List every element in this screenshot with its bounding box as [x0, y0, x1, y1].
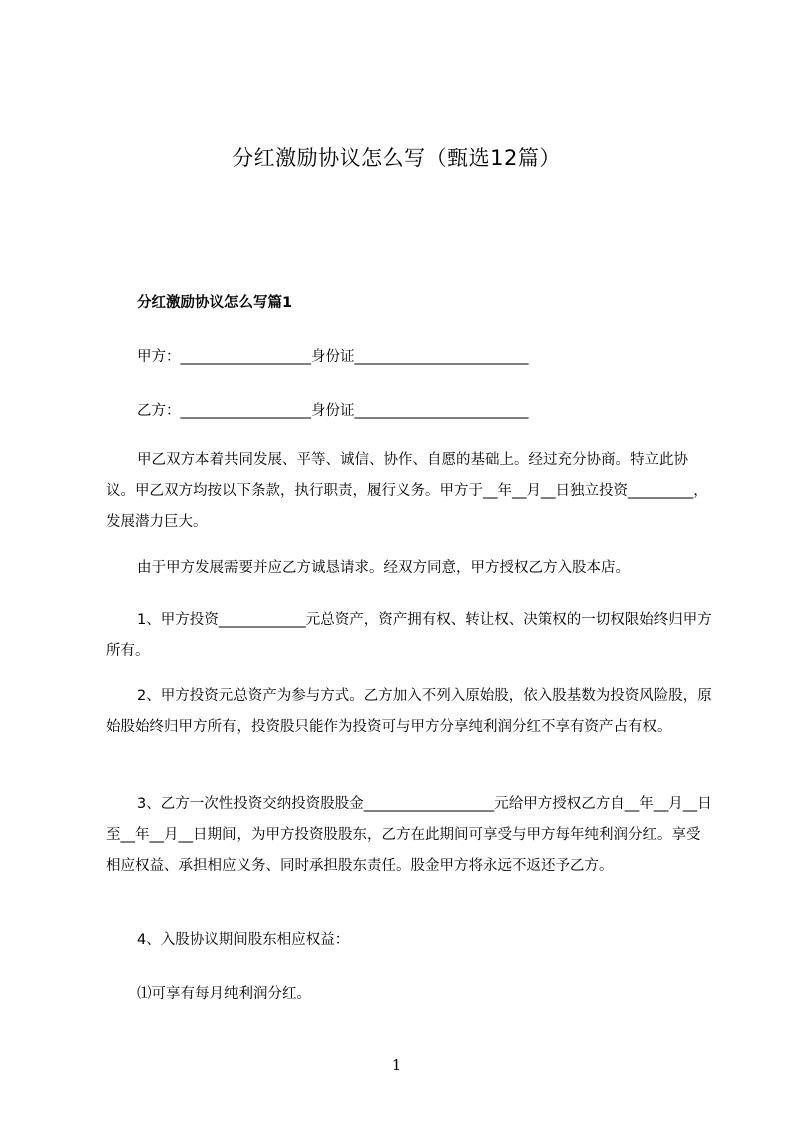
paragraph-text: 3、乙方一次性投资交纳投资股股金__________________元给甲方授权乙方自__年__月__日至__年__月__日期间，为甲方投资股股东，乙方在此期间可享受与甲方每年纯利润分红。享受相应权益、承担相应义务、同时承担股东责任。股金甲方将永远不返还予乙方。	[106, 796, 712, 874]
page-number: 1	[391, 1056, 402, 1074]
paragraph-clause-4	[106, 925, 712, 956]
paragraph-text: 1、甲方投资____________元总资产，资产拥有权、转让权、决策权的一切权限始终归甲方所有。	[106, 612, 712, 659]
paragraph-item-1	[106, 979, 712, 1010]
paragraph-authorization	[106, 553, 712, 584]
document-title: 分红激励协议怎么写（甄选12篇）	[232, 146, 561, 170]
section-heading: 分红激励协议怎么写篇1	[137, 295, 293, 311]
paragraph-text: 由于甲方发展需要并应乙方诚恳请求。经双方同意，甲方授权乙方入股本店。	[137, 560, 630, 576]
paragraph-text: 甲乙双方本着共同发展、平等、诚信、协作、自愿的基础上。经过充分协商。特立此协议。甲乙双方均按以下条款，执行职责，履行义务。甲方于__年__月__日独立投资_________，发展潜力巨大。	[106, 452, 708, 530]
paragraph-preamble	[106, 445, 712, 538]
party-b-line: 乙方：__________________身份证________________________	[137, 403, 529, 419]
paragraph-clause-2	[106, 681, 712, 743]
paragraph-text: 4、入股协议期间股东相应权益：	[137, 932, 350, 948]
paragraph-clause-1	[106, 605, 712, 667]
party-a-line: 甲方：__________________身份证________________________	[137, 349, 529, 365]
paragraph-clause-3	[106, 789, 712, 882]
paragraph-text: ⑴可享有每月纯利润分红。	[137, 986, 311, 1002]
paragraph-text: 2、甲方投资元总资产为参与方式。乙方加入不列入原始股，依入股基数为投资风险股，原始股始终归甲方所有，投资股只能作为投资可与甲方分享纯利润分红不享有资产占有权。	[106, 688, 712, 735]
